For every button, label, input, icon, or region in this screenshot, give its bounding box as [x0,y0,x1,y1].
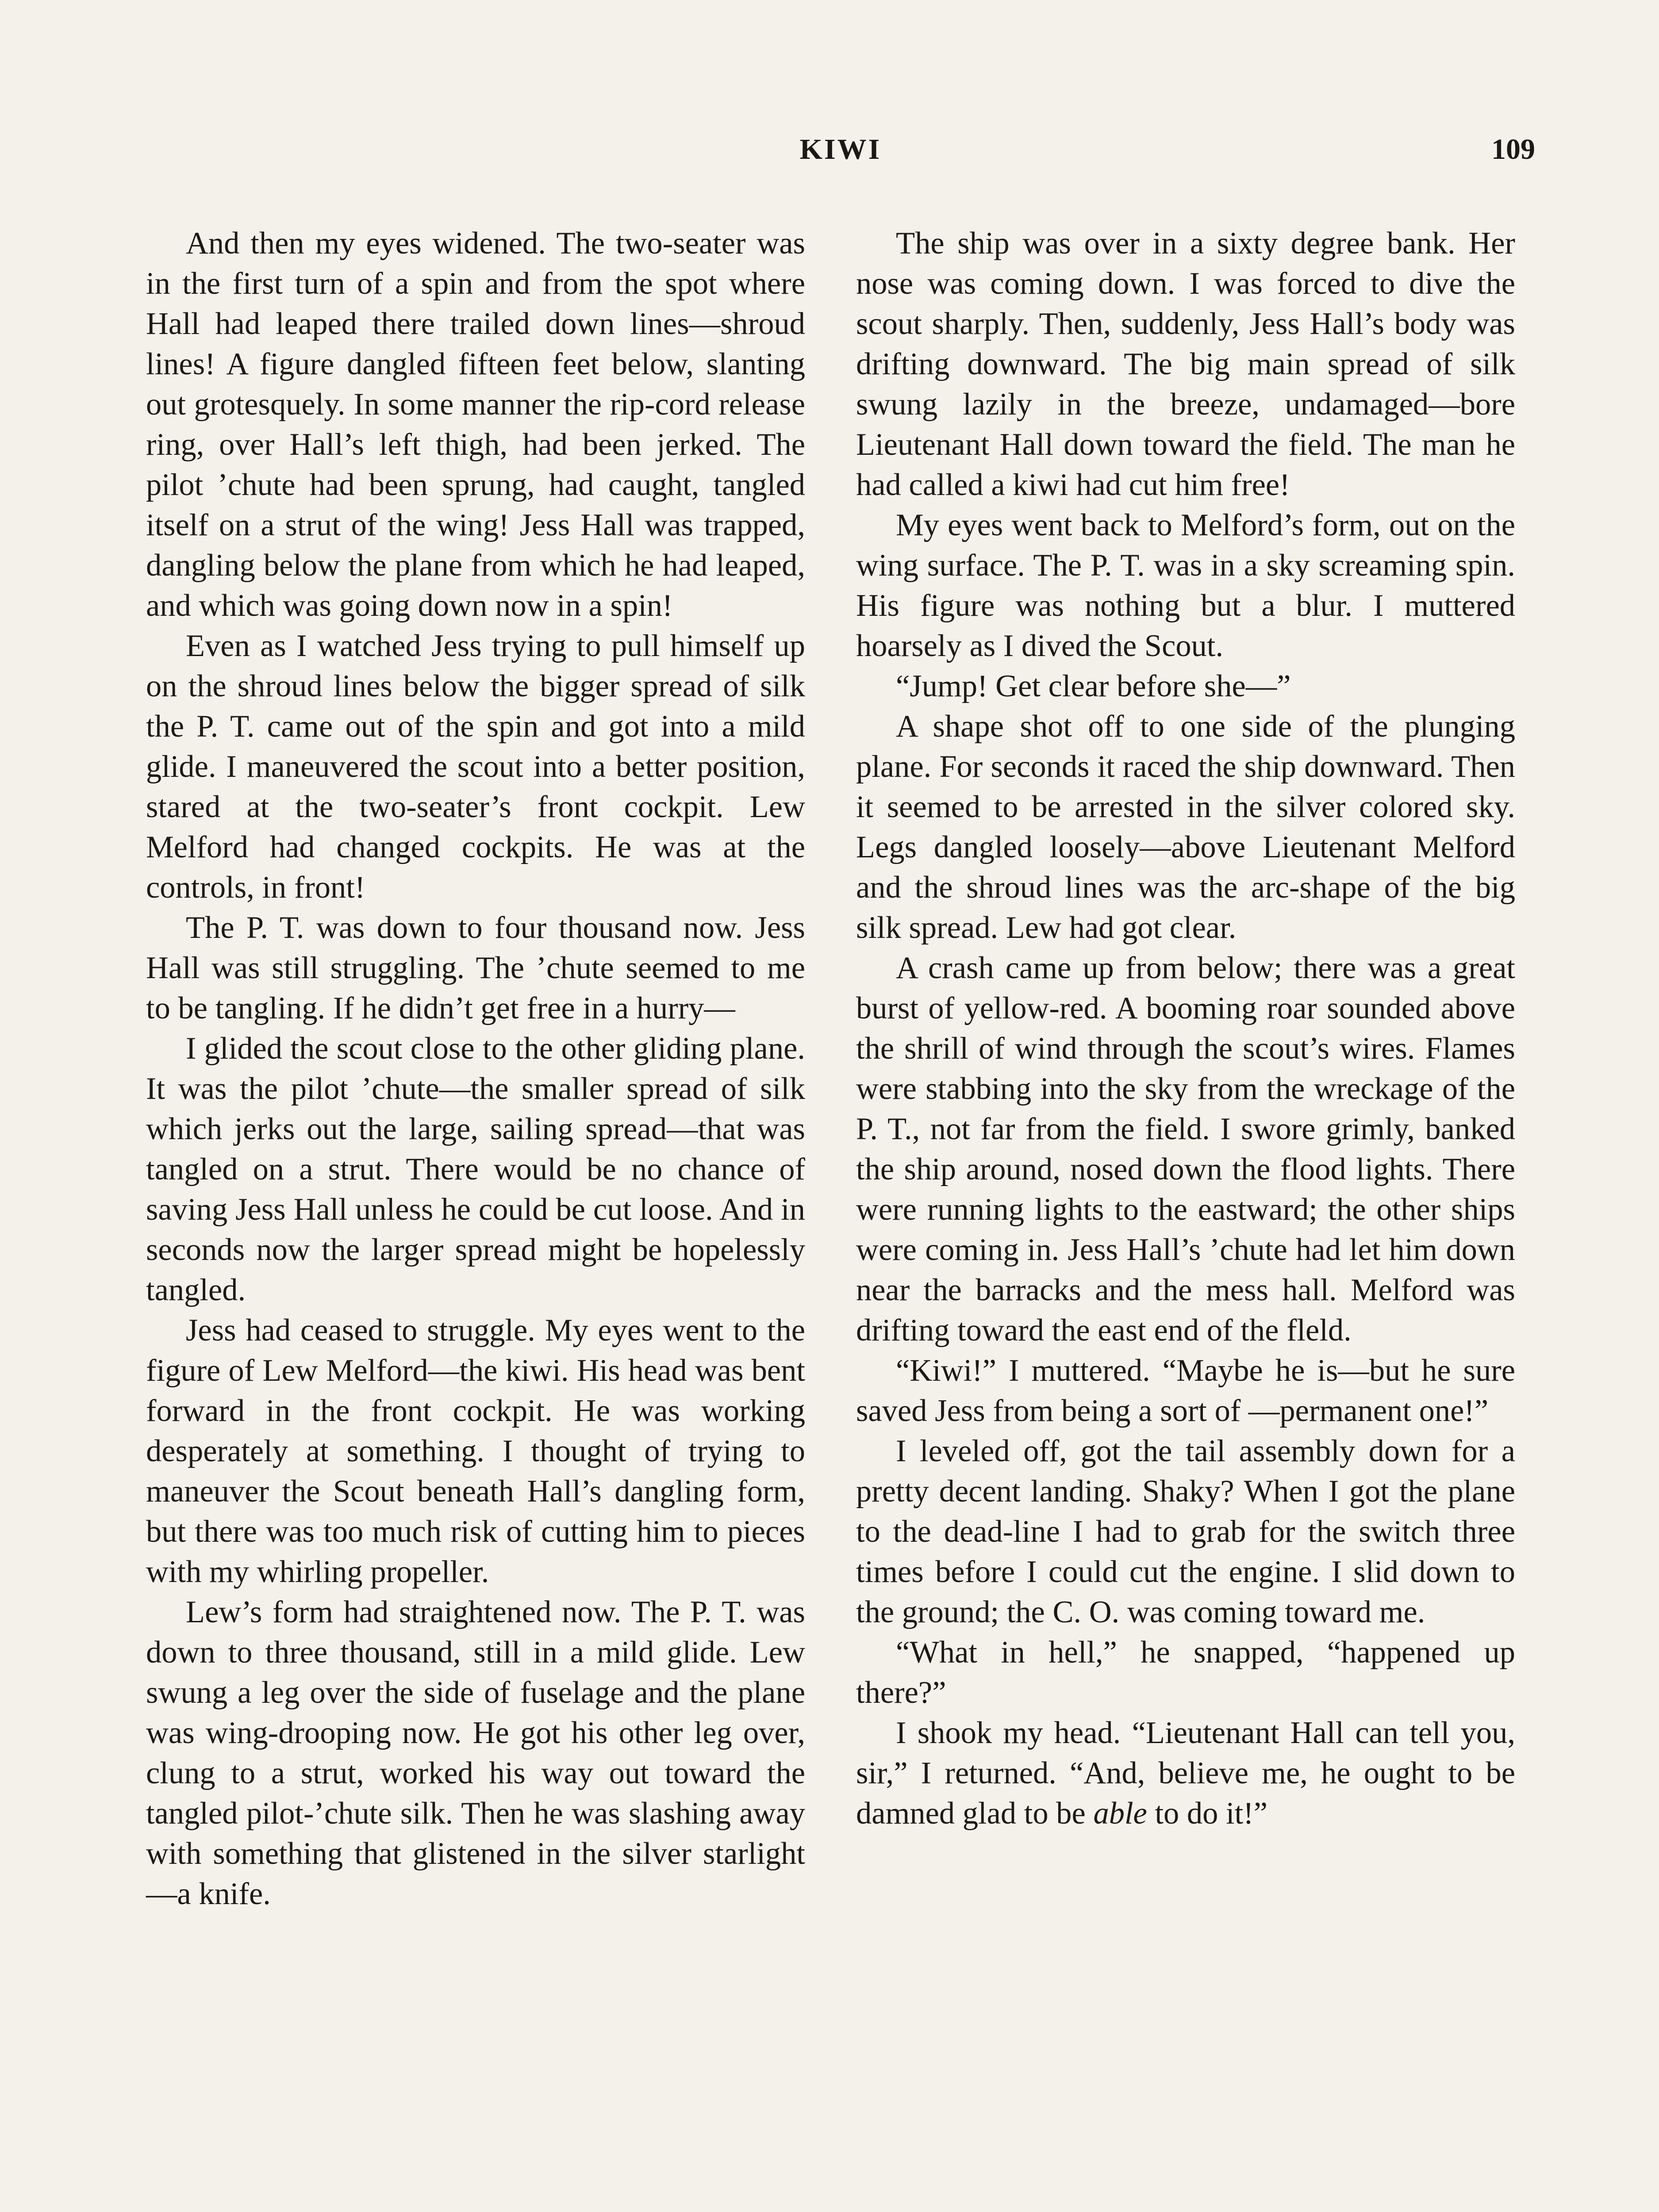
left-text-column [146,223,805,1914]
right-text-column [856,223,1515,1834]
paragraph: I leveled off, got the tail assembly down for a pretty decent landing. Shaky? When I got the plane to the dead-line I had to grab for the switch three times before I could cut the engine. I slid down to the ground; the C. O. was coming toward me. [856,1434,1515,1629]
page-number: 109 [1491,133,1535,165]
emphasis: able [1093,1796,1147,1831]
running-header [146,133,1535,181]
paragraph: Even as I watched Jess trying to pull himself up on the shroud lines below the bigger spread of silk the P. T. came out of the spin and got into a mild glide. I maneuvered the scout into a better position, stared at the two-seater’s front cockpit. Lew Melford had changed cockpits. He was at the controls, in front! [146,629,805,905]
paragraph: A shape shot off to one side of the plunging plane. For seconds it raced the ship downward. Then it seemed to be arrested in the silver colored sky. Legs dangled loosely—above Lieutenant Melford and the shroud lines was the arc-shape of the big silk spread. Lew had got clear. [856,709,1515,945]
paragraph: And then my eyes widened. The two-seater was in the first turn of a spin and from the spot where Hall had leaped there trailed down lines—shroud lines! A figure dangled fifteen feet below, slanting out grotesquely. In some manner the rip-cord release ring, over Hall’s left thigh, had been jerked. The pilot ’chute had been sprung, had caught, tangled itself on a strut of the wing! Jess Hall was trapped, dangling below the plane from which he had leaped, and which was going down now in a spin! [146,226,805,623]
paragraph: Lew’s form had straightened now. The P. T. was down to three thousand, still in a mild glide. Lew swung a leg over the side of fuselage and the plane was wing-drooping now. He got his other leg over, clung to a strut, worked his way out toward the tangled pilot-’chute silk. Then he was slashing away with something that glistened in the silver starlight—a knife. [146,1595,805,1911]
paragraph: The P. T. was down to four thousand now. Jess Hall was still struggling. The ’chute seemed to me to be tangling. If he didn’t get free in a hurry— [146,910,805,1025]
paragraph: The ship was over in a sixty degree bank. Her nose was coming down. I was forced to dive the scout sharply. Then, suddenly, Jess Hall’s body was drifting downward. The big main spread of silk swung lazily in the breeze, undamaged—bore Lieutenant Hall down toward the field. The man he had called a kiwi had cut him free! [856,226,1515,502]
paragraph: “What in hell,” he snapped, “happened up there?” [856,1635,1515,1710]
paragraph: A crash came up from below; there was a great burst of yellow-red. A booming roar sounded above the shrill of wind through the scout’s wires. Flames were stabbing into the sky from the wreckage of the P. T., not far from the field. I swore grimly, banked the ship around, nosed down the flood lights. There were running lights to the eastward; the other ships were coming in. Jess Hall’s ’chute had let him down near the barracks and the mess hall. Melford was drifting toward the east end of the fleld. [856,951,1515,1348]
paragraph: “Kiwi!” I muttered. “Maybe he is—but he sure saved Jess from being a sort of —permanent one!” [856,1353,1515,1428]
paragraph: Jess had ceased to struggle. My eyes went to the figure of Lew Melford—the kiwi. His head was bent forward in the front cockpit. He was working desperately at something. I thought of trying to maneuver the Scout beneath Hall’s dangling form, but there was too much risk of cutting him to pieces with my whirling propeller. [146,1313,805,1589]
running-title: KIWI [799,133,882,165]
paragraph: “Jump! Get clear before she—” [896,669,1291,703]
paragraph: I shook my head. “Lieutenant Hall can tell you, sir,” I returned. “And, believe me, he ought to be damned glad to be able to do it!” [856,1716,1515,1831]
paragraph: My eyes went back to Melford’s form, out on the wing surface. The P. T. was in a sky screaming spin. His figure was nothing but a blur. I muttered hoarsely as I dived the Scout. [856,508,1515,663]
paragraph: I glided the scout close to the other gliding plane. It was the pilot ’chute—the smaller spread of silk which jerks out the large, sailing spread—that was tangled on a strut. There would be no chance of saving Jess Hall unless he could be cut loose. And in seconds now the larger spread might be hopelessly tangled. [146,1031,805,1307]
